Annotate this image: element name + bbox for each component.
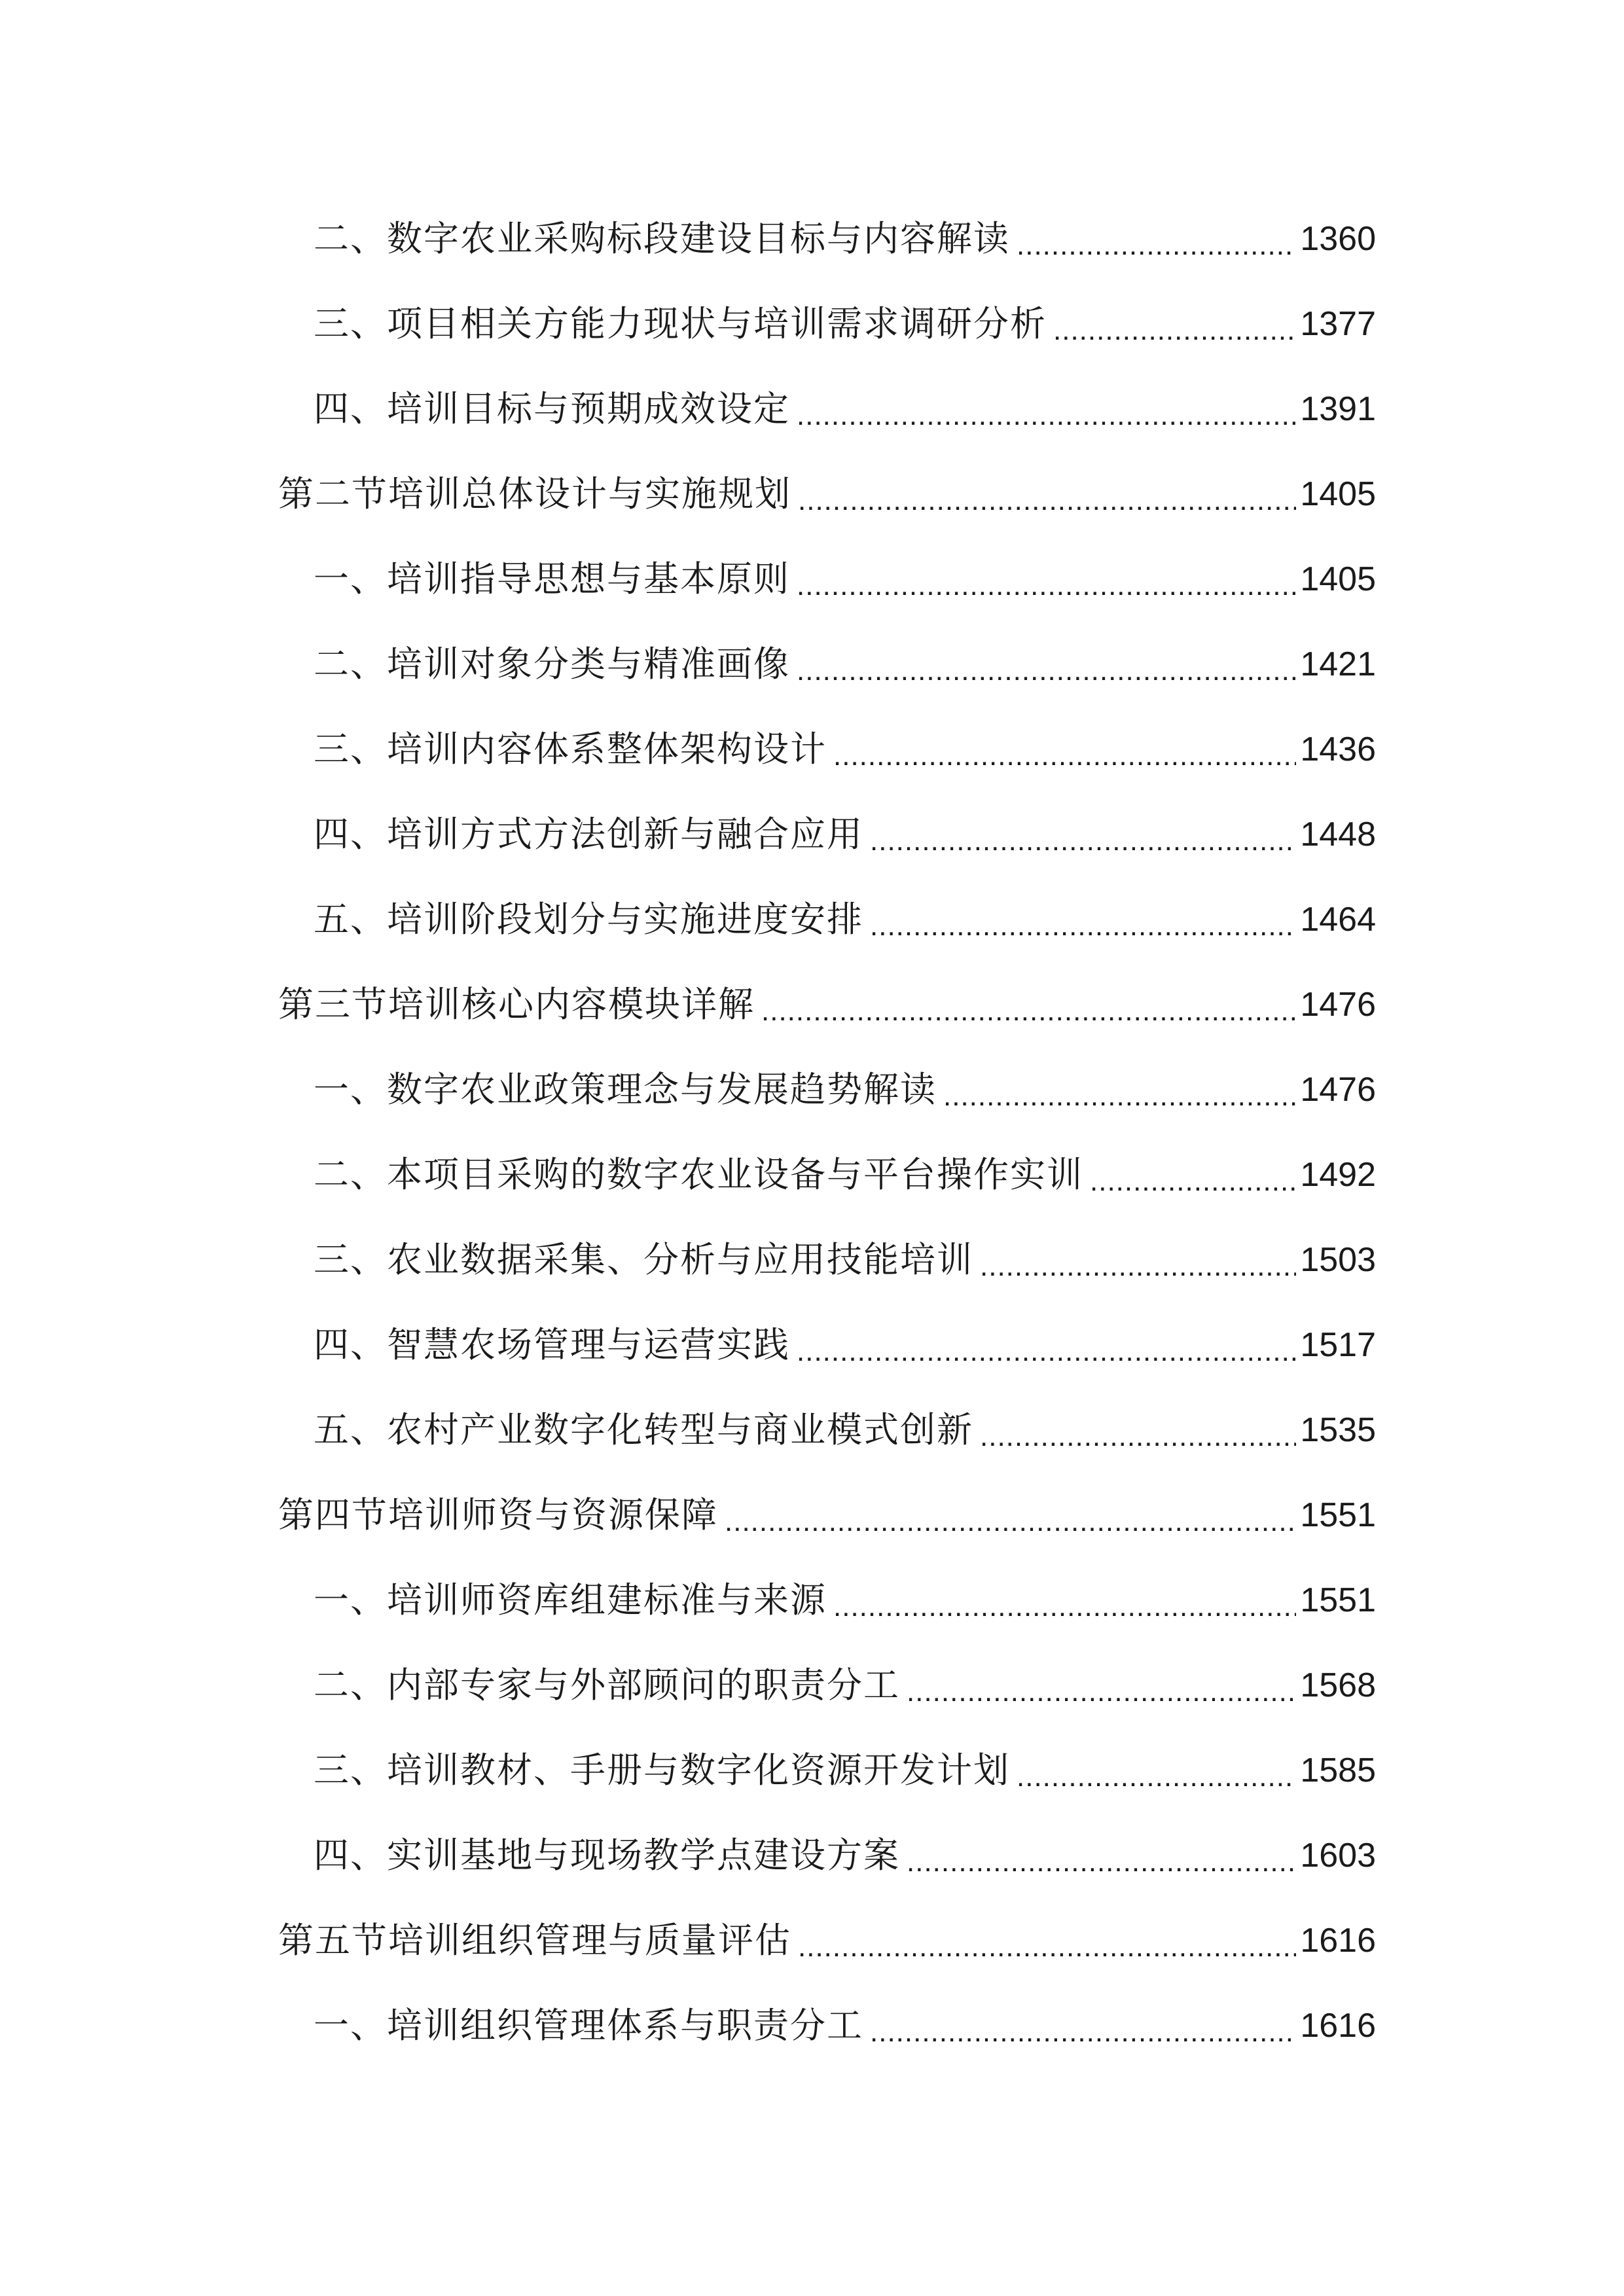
dot-leader bbox=[870, 808, 1296, 861]
toc-entry[interactable] bbox=[314, 1404, 1376, 1456]
toc-entry-title: 五、农村产业数字化转型与商业模式创新 bbox=[314, 1409, 973, 1450]
toc-section-entry[interactable] bbox=[278, 1914, 1376, 1967]
toc-entry-title: 三、农业数据采集、分析与应用技能培训 bbox=[314, 1239, 973, 1280]
dot-leader bbox=[980, 1404, 1296, 1456]
toc-entry-title: 第三节培训核心内容模块详解 bbox=[278, 984, 755, 1025]
toc-entry-title: 三、项目相关方能力现状与培训需求调研分析 bbox=[314, 303, 1047, 344]
toc-entry-title: 第五节培训组织管理与质量评估 bbox=[278, 1920, 791, 1961]
toc-entry-page: 1535 bbox=[1300, 1411, 1376, 1449]
dot-leader bbox=[1017, 213, 1296, 265]
toc-section-entry[interactable] bbox=[278, 1489, 1376, 1541]
toc-entry-title: 四、培训目标与预期成效设定 bbox=[314, 388, 790, 429]
dot-leader bbox=[1053, 298, 1296, 350]
dot-leader bbox=[943, 1064, 1296, 1116]
dot-leader bbox=[797, 1319, 1296, 1371]
toc-entry-page: 1476 bbox=[1300, 1071, 1376, 1109]
dot-leader bbox=[725, 1489, 1296, 1541]
toc-entry[interactable] bbox=[314, 383, 1376, 435]
toc-section-entry[interactable] bbox=[278, 978, 1376, 1031]
toc-entry-title: 四、实训基地与现场教学点建设方案 bbox=[314, 1835, 900, 1876]
toc-entry-page: 1492 bbox=[1300, 1156, 1376, 1194]
toc-entry-page: 1421 bbox=[1300, 645, 1376, 683]
dot-leader bbox=[798, 1914, 1296, 1967]
dot-leader bbox=[1017, 1744, 1296, 1797]
toc-entry[interactable] bbox=[314, 2000, 1376, 2052]
toc-entry-page: 1616 bbox=[1300, 1922, 1376, 1960]
toc-entry-title: 第四节培训师资与资源保障 bbox=[278, 1494, 718, 1535]
toc-entry-title: 五、培训阶段划分与实施进度安排 bbox=[314, 899, 863, 940]
dot-leader bbox=[833, 1574, 1296, 1626]
toc-entry-title: 二、数字农业采购标段建设目标与内容解读 bbox=[314, 218, 1010, 259]
dot-leader bbox=[833, 723, 1296, 776]
toc-entry-title: 一、数字农业政策理念与发展趋势解读 bbox=[314, 1069, 937, 1110]
toc-entry[interactable] bbox=[314, 1574, 1376, 1626]
toc-entry-page: 1585 bbox=[1300, 1751, 1376, 1789]
dot-leader bbox=[798, 468, 1296, 520]
toc-entry-page: 1377 bbox=[1300, 305, 1376, 343]
toc-entry-page: 1503 bbox=[1300, 1241, 1376, 1279]
toc-entry-page: 1603 bbox=[1300, 1837, 1376, 1874]
dot-leader bbox=[797, 383, 1296, 435]
toc-entry-title: 三、培训教材、手册与数字化资源开发计划 bbox=[314, 1749, 1010, 1791]
toc-entry-title: 二、内部专家与外部顾问的职责分工 bbox=[314, 1664, 900, 1706]
toc-section-entry[interactable] bbox=[278, 468, 1376, 520]
dot-leader bbox=[870, 2000, 1296, 2052]
toc-entry-page: 1517 bbox=[1300, 1326, 1376, 1364]
toc-entry-title: 二、培训对象分类与精准画像 bbox=[314, 643, 790, 685]
toc-entry-title: 二、本项目采购的数字农业设备与平台操作实训 bbox=[314, 1154, 1083, 1195]
dot-leader bbox=[797, 553, 1296, 605]
toc-entry-page: 1464 bbox=[1300, 901, 1376, 939]
toc-entry-title: 一、培训指导思想与基本原则 bbox=[314, 558, 790, 600]
dot-leader bbox=[907, 1829, 1296, 1882]
toc-entry[interactable] bbox=[314, 1234, 1376, 1286]
toc-entry-page: 1405 bbox=[1300, 560, 1376, 598]
toc-entry-title: 第二节培训总体设计与实施规划 bbox=[278, 473, 791, 514]
toc-entry[interactable] bbox=[314, 213, 1376, 265]
toc-entry-title: 四、培训方式方法创新与融合应用 bbox=[314, 814, 863, 855]
toc-entry-page: 1551 bbox=[1300, 1581, 1376, 1619]
toc-entry[interactable] bbox=[314, 1659, 1376, 1712]
toc-entry[interactable] bbox=[314, 893, 1376, 946]
toc-entry-title: 一、培训师资库组建标准与来源 bbox=[314, 1579, 827, 1621]
toc-entry[interactable] bbox=[314, 553, 1376, 605]
toc-entry[interactable] bbox=[314, 298, 1376, 350]
dot-leader bbox=[761, 978, 1296, 1031]
toc-entry-page: 1391 bbox=[1300, 390, 1376, 428]
toc-entry-page: 1436 bbox=[1300, 730, 1376, 768]
toc-entry-title: 一、培训组织管理体系与职责分工 bbox=[314, 2005, 863, 2046]
toc-entry[interactable] bbox=[314, 1829, 1376, 1882]
dot-leader bbox=[980, 1234, 1296, 1286]
toc-entry-page: 1448 bbox=[1300, 816, 1376, 853]
toc-entry[interactable] bbox=[314, 1149, 1376, 1201]
toc-entry-page: 1476 bbox=[1300, 986, 1376, 1024]
toc-entry-page: 1360 bbox=[1300, 220, 1376, 258]
toc-entry[interactable] bbox=[314, 1744, 1376, 1797]
dot-leader bbox=[797, 638, 1296, 691]
dot-leader bbox=[1090, 1149, 1296, 1201]
dot-leader bbox=[907, 1659, 1296, 1712]
toc-entry[interactable] bbox=[314, 1319, 1376, 1371]
toc-entry[interactable] bbox=[314, 638, 1376, 691]
toc-entry-page: 1568 bbox=[1300, 1666, 1376, 1704]
toc-entry-title: 四、智慧农场管理与运营实践 bbox=[314, 1324, 790, 1365]
dot-leader bbox=[870, 893, 1296, 946]
toc-entry-page: 1551 bbox=[1300, 1496, 1376, 1534]
toc-entry-page: 1405 bbox=[1300, 475, 1376, 513]
toc-entry[interactable] bbox=[314, 808, 1376, 861]
toc-entry[interactable] bbox=[314, 723, 1376, 776]
toc-entry-title: 三、培训内容体系整体架构设计 bbox=[314, 728, 827, 770]
toc-entry-page: 1616 bbox=[1300, 2007, 1376, 2045]
toc-entry[interactable] bbox=[314, 1064, 1376, 1116]
